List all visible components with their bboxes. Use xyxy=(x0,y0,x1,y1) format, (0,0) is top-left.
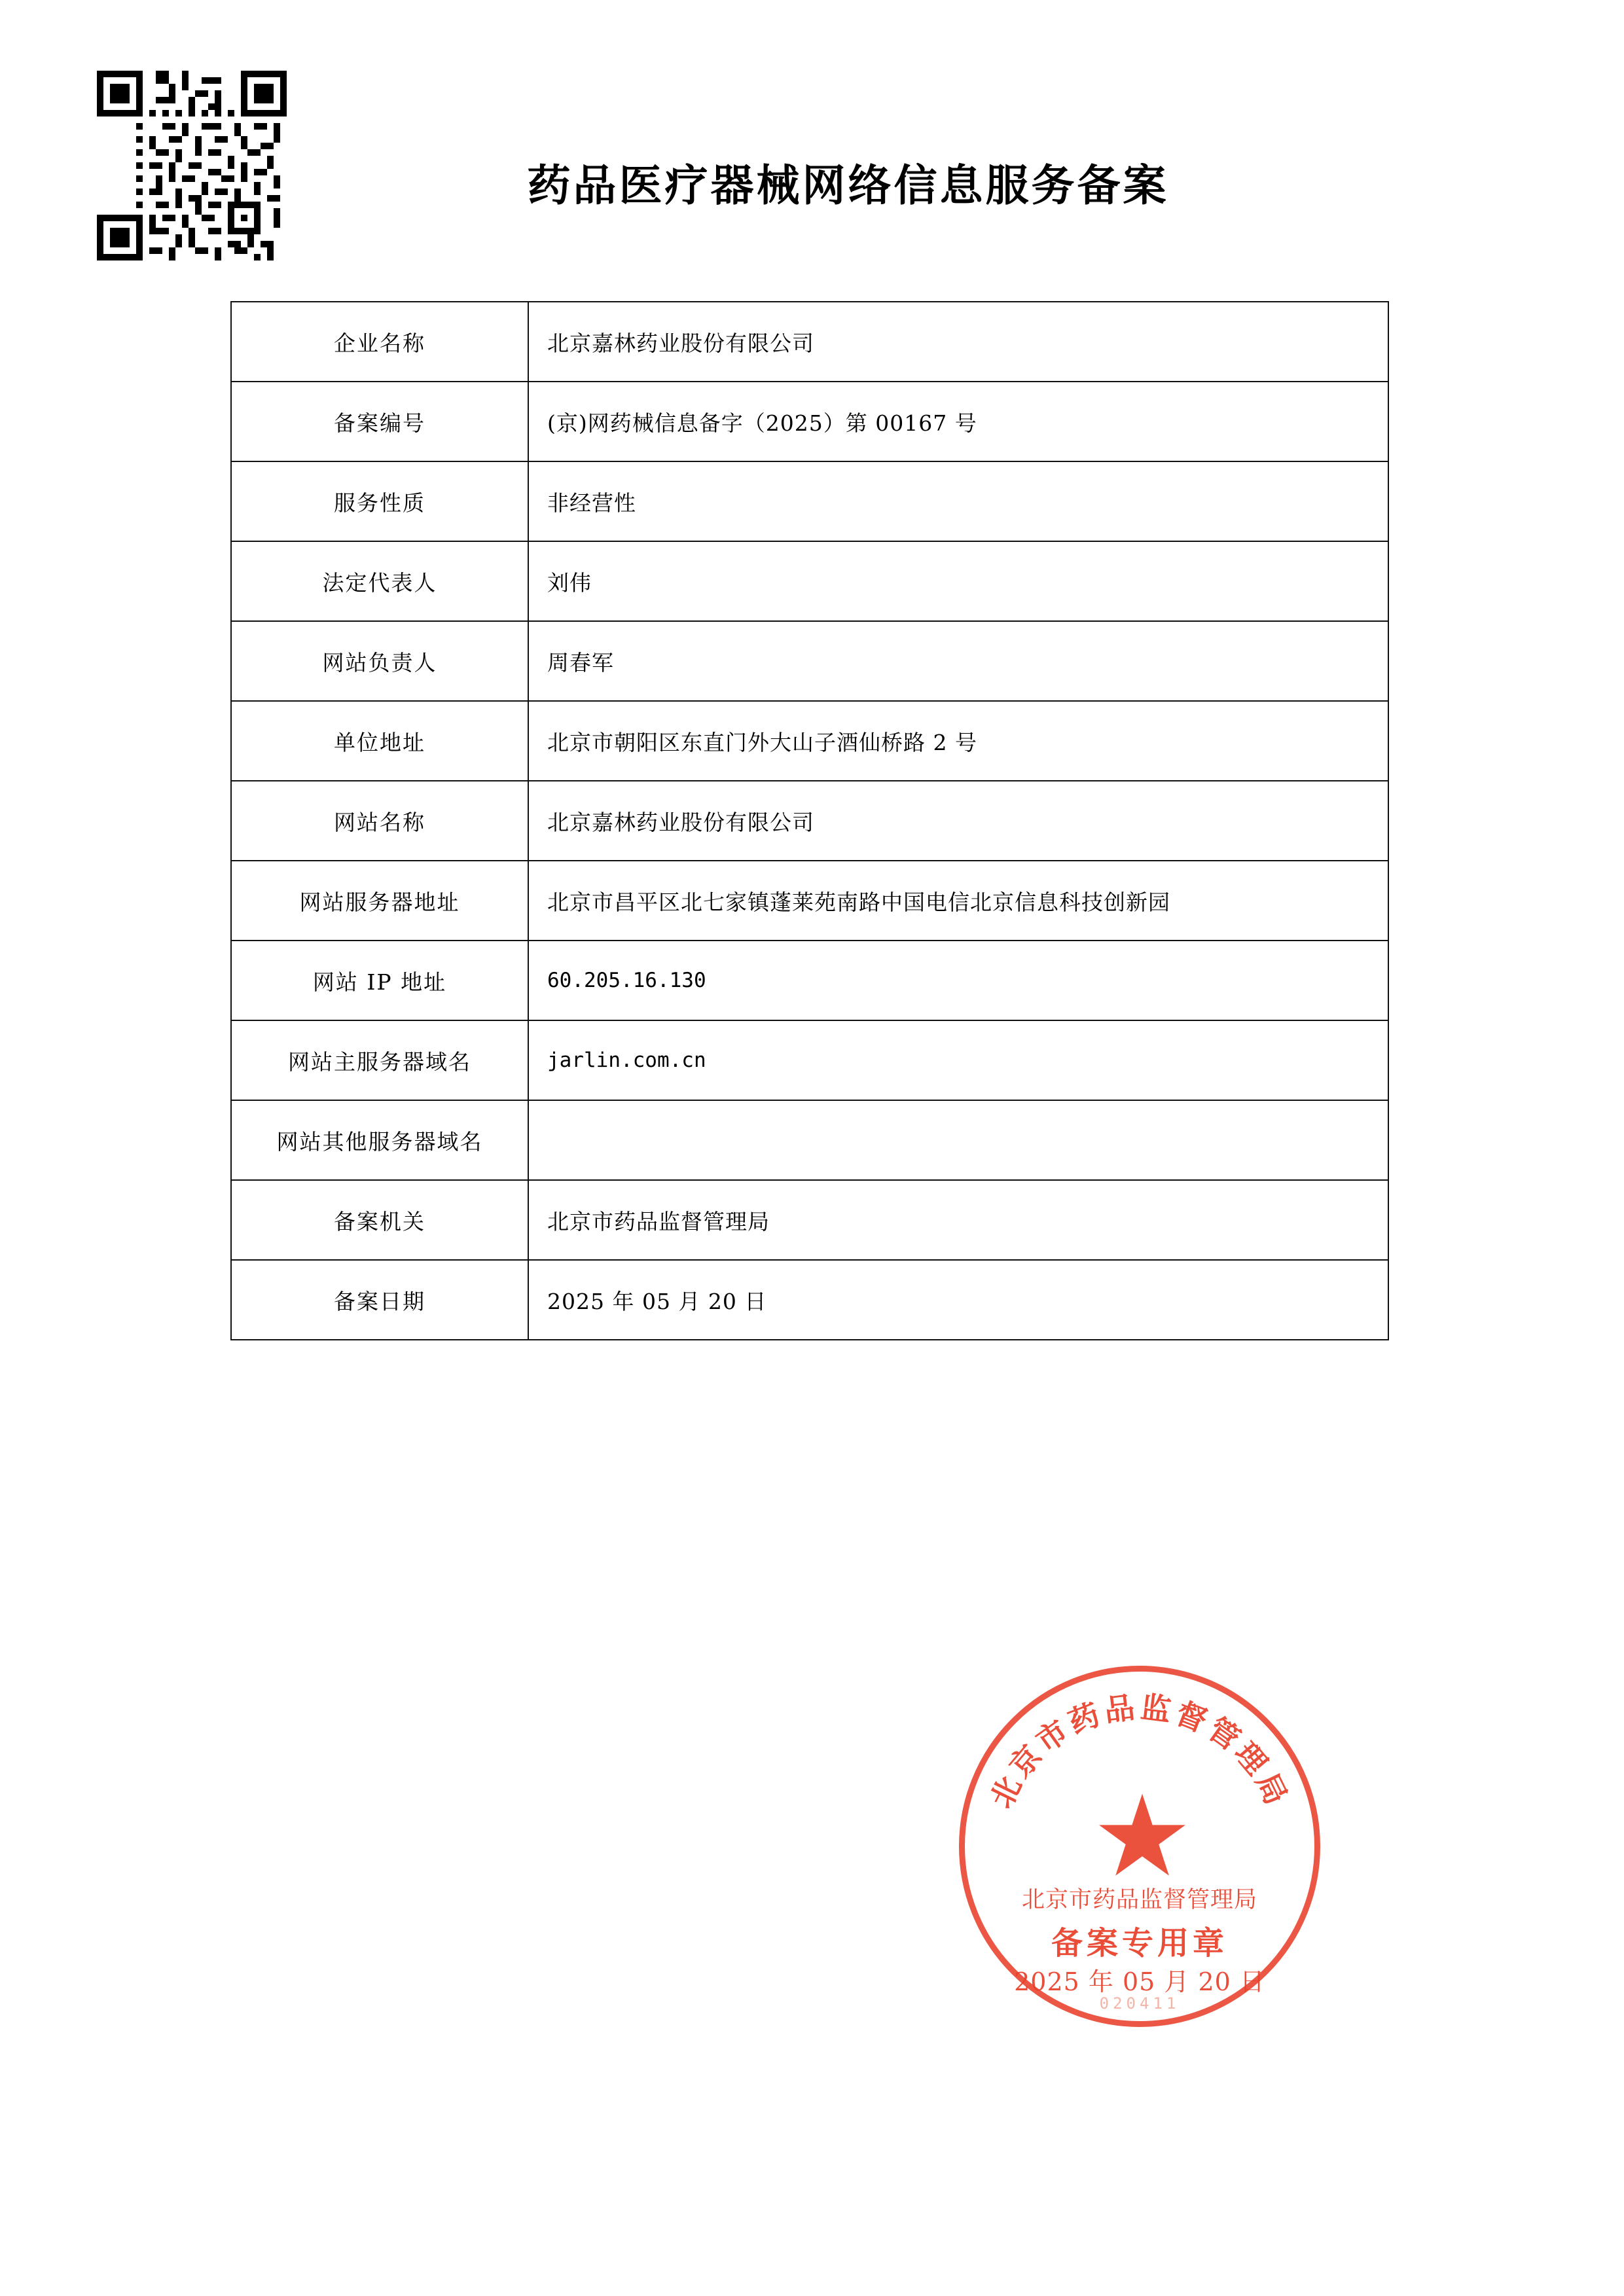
table-row xyxy=(231,1180,1388,1260)
table-row xyxy=(231,941,1388,1020)
row-label: 网站负责人 xyxy=(231,621,528,701)
seal-star-icon: ★ xyxy=(1091,1776,1193,1901)
row-value xyxy=(528,1100,1388,1180)
svg-text:北京市药品监督管理局 xyxy=(983,1689,1295,1814)
row-value: (京)网药械信息备字（2025）第 00167 号 xyxy=(528,382,1388,461)
table-row xyxy=(231,781,1388,861)
row-label: 备案编号 xyxy=(231,382,528,461)
table-row xyxy=(231,461,1388,541)
table-row xyxy=(231,1020,1388,1100)
table-row xyxy=(231,382,1388,461)
row-label: 网站名称 xyxy=(231,781,528,861)
seal-date-label: 2025 年 05 月 20 日 xyxy=(1014,1967,1265,1996)
table-row xyxy=(231,861,1388,941)
page-title: 药品医疗器械网络信息服务备案 xyxy=(527,160,1169,211)
row-value: jarlin.com.cn xyxy=(528,1020,1388,1100)
row-label: 网站 IP 地址 xyxy=(231,941,528,1020)
official-seal xyxy=(959,1666,1326,2032)
row-value: 北京市昌平区北七家镇蓬莱苑南路中国电信北京信息科技创新园 xyxy=(528,861,1388,941)
row-value: 60.205.16.130 xyxy=(528,941,1388,1020)
row-value: 北京嘉林药业股份有限公司 xyxy=(528,302,1388,382)
seal-arc-label: 北京市药品监督管理局 xyxy=(983,1689,1296,1814)
row-label: 网站其他服务器域名 xyxy=(231,1100,528,1180)
row-value: 非经营性 xyxy=(528,461,1388,541)
seal-arc-text xyxy=(959,1666,1320,2027)
table-row xyxy=(231,1100,1388,1180)
table-row xyxy=(231,621,1388,701)
row-value: 北京市朝阳区东直门外大山子酒仙桥路 2 号 xyxy=(528,701,1388,781)
row-value: 2025 年 05 月 20 日 xyxy=(528,1260,1388,1340)
record-table xyxy=(230,301,1389,1340)
record-table-body xyxy=(231,302,1388,1340)
row-label: 单位地址 xyxy=(231,701,528,781)
row-label: 备案日期 xyxy=(231,1260,528,1340)
row-value: 周春军 xyxy=(528,621,1388,701)
table-row xyxy=(231,302,1388,382)
row-label: 备案机关 xyxy=(231,1180,528,1260)
row-value: 刘伟 xyxy=(528,541,1388,621)
seal-org-label: 北京市药品监督管理局 xyxy=(1021,1887,1257,1913)
seal-code-label: 020411 xyxy=(1099,1994,1180,2013)
row-value: 北京市药品监督管理局 xyxy=(528,1180,1388,1260)
row-label: 服务性质 xyxy=(231,461,528,541)
row-label: 法定代表人 xyxy=(231,541,528,621)
table-row xyxy=(231,701,1388,781)
row-value: 北京嘉林药业股份有限公司 xyxy=(528,781,1388,861)
row-label: 企业名称 xyxy=(231,302,528,382)
row-label: 网站主服务器域名 xyxy=(231,1020,528,1100)
row-label: 网站服务器地址 xyxy=(231,861,528,941)
table-row xyxy=(231,1260,1388,1340)
table-row xyxy=(231,541,1388,621)
seal-outer-ring xyxy=(959,1666,1320,2027)
seal-purpose-label: 备案专用章 xyxy=(1051,1925,1228,1962)
